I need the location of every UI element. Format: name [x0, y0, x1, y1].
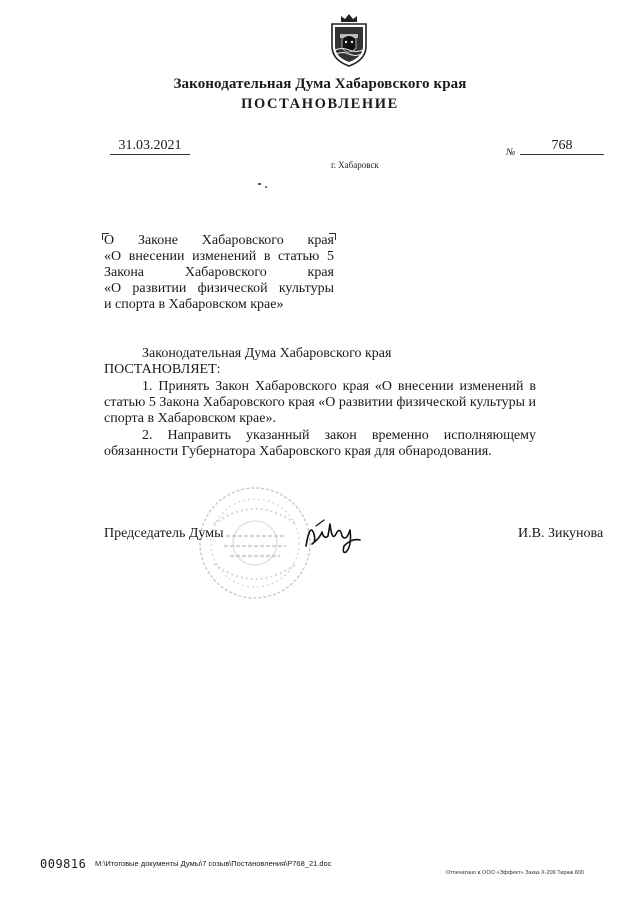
file-path: М:\Итоговые документы Думы\7 созыв\Постановления\Р768_21.doc — [95, 859, 332, 868]
resolution-intro: Законодательная Дума Хабаровского края — [142, 346, 392, 361]
document-date: 31.03.2021 — [110, 138, 190, 155]
resolution-item: 2. Направить указанный закон временно исполняющему обязанности Губернатора Хабаровского края для обнародования. — [104, 427, 536, 459]
title-line: О Законе Хабаровского края — [104, 233, 334, 248]
scan-speck — [265, 186, 267, 188]
document-number: 768 — [520, 138, 604, 155]
title-line: Закона Хабаровского края — [104, 265, 334, 280]
signatory-position: Председатель Думы — [104, 526, 224, 541]
document-title — [104, 233, 334, 313]
scan-speck — [258, 183, 261, 185]
resolution-body — [104, 379, 536, 460]
resolution-item: 1. Принять Закон Хабаровского края «О внесении изменений в статью 5 Закона Хабаровского края «О развитии физической культуры и спорта в Хабаровском крае». — [104, 379, 536, 427]
resolution-decree: ПОСТАНОВЛЯЕТ: — [104, 362, 221, 377]
title-corner-mark — [329, 233, 336, 240]
official-seal-stamp — [196, 484, 314, 602]
title-line: и спорта в Хабаровском крае» — [104, 297, 284, 312]
coat-of-arms-emblem — [326, 12, 372, 68]
document-serial-number: 009816 — [40, 857, 87, 871]
document-city: г. Хабаровск — [331, 160, 379, 170]
title-corner-mark — [102, 233, 109, 240]
number-sign: № — [506, 147, 516, 158]
printer-note: Отпечатано в ООО «Эффект» Заказ Х-209 Тираж 800 — [446, 870, 584, 876]
document-type-heading: ПОСТАНОВЛЕНИЕ — [241, 96, 399, 112]
title-line: «О внесении изменений в статью 5 — [104, 249, 334, 264]
signatory-name: И.В. Зикунова — [518, 526, 604, 541]
title-line: «О развитии физической культуры — [104, 281, 334, 296]
handwritten-signature — [302, 512, 366, 554]
organization-name: Законодательная Дума Хабаровского края — [173, 76, 467, 92]
